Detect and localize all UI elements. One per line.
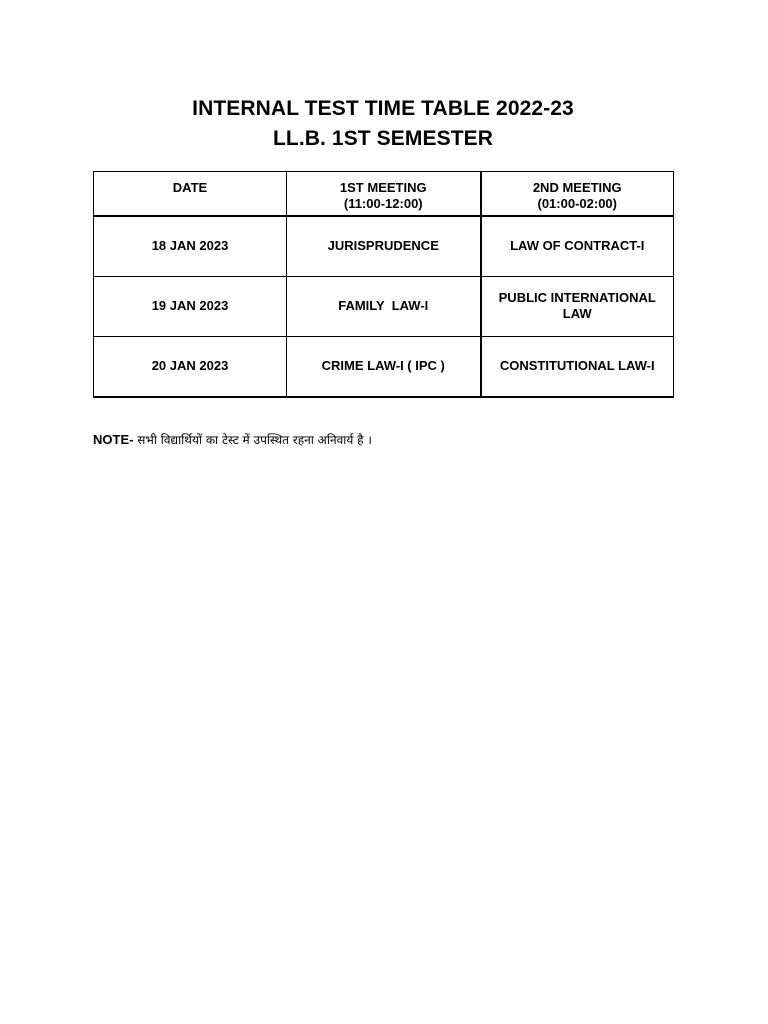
timetable	[93, 171, 674, 398]
cell-second-meeting: CONSTITUTIONAL LAW-I	[481, 336, 674, 397]
table-row	[94, 216, 674, 277]
header-second-meeting-label: 2ND MEETING	[532, 180, 622, 195]
document-title	[0, 94, 766, 154]
cell-first-meeting: FAMILY LAW-I	[287, 276, 481, 336]
note-text: सभी विद्यार्थियों का टेस्ट में उपस्थित रहना अनिवार्य है ।	[133, 433, 372, 447]
note-label: NOTE-	[93, 432, 134, 447]
note	[93, 431, 372, 449]
header-date-label: DATE	[172, 180, 208, 195]
cell-date: 19 JAN 2023	[94, 276, 287, 336]
header-date	[94, 172, 287, 216]
cell-second-meeting: PUBLIC INTERNATIONAL LAW	[481, 276, 674, 336]
cell-date: 20 JAN 2023	[94, 336, 287, 397]
cell-second-meeting: LAW OF CONTRACT-I	[481, 216, 674, 277]
cell-date: 18 JAN 2023	[94, 216, 287, 277]
header-second-meeting	[481, 172, 674, 216]
header-first-meeting-label: 1ST MEETING	[339, 180, 427, 195]
title-line-1: INTERNAL TEST TIME TABLE 2022-23	[192, 97, 574, 120]
cell-first-meeting: CRIME LAW-I ( IPC )	[287, 336, 481, 397]
title-line-2: LL.B. 1ST SEMESTER	[273, 127, 493, 150]
header-first-meeting-time: (11:00-12:00)	[343, 196, 423, 211]
header-second-meeting-time: (01:00-02:00)	[537, 196, 617, 211]
header-first-meeting	[287, 172, 481, 216]
table-row	[94, 276, 674, 336]
cell-first-meeting: JURISPRUDENCE	[287, 216, 481, 277]
table-row	[94, 336, 674, 397]
table-header-row	[94, 172, 674, 216]
